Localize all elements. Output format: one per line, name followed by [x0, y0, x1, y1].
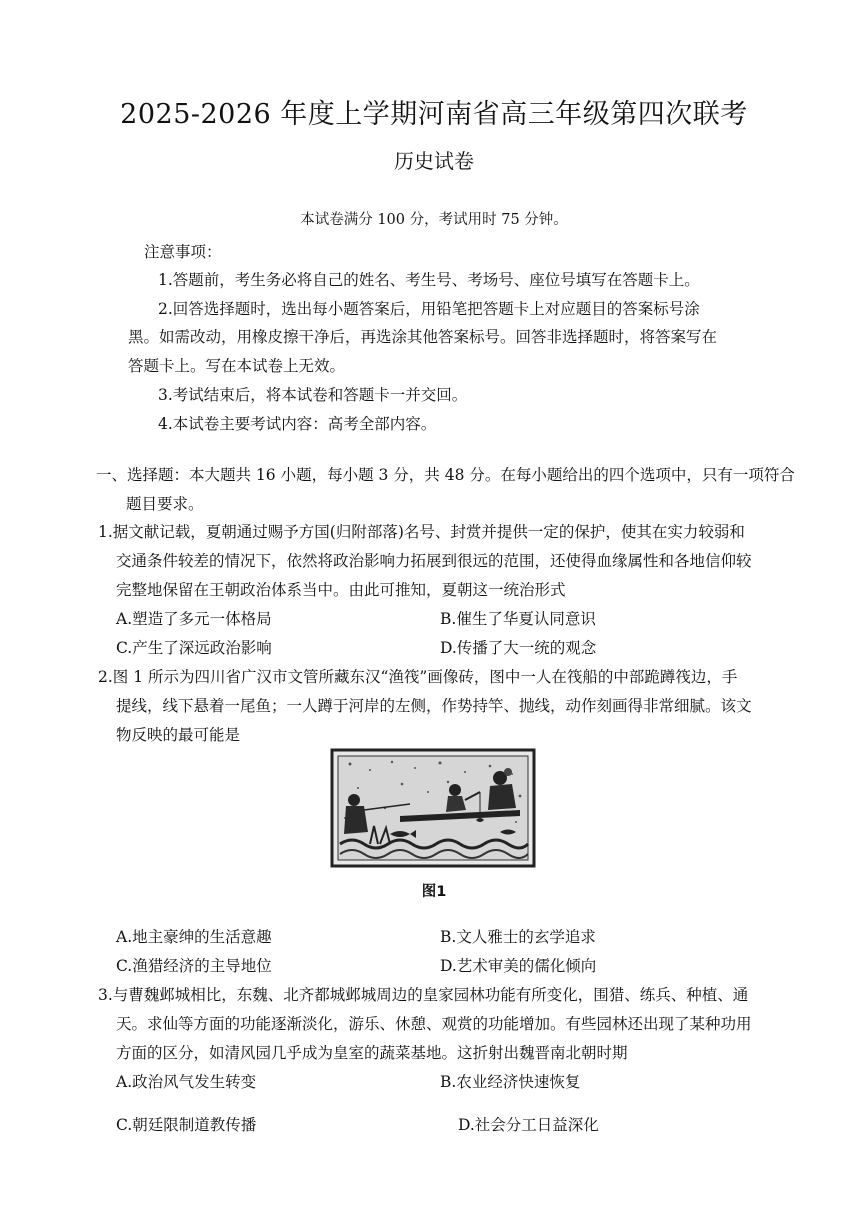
- section-heading: 一、选择题：本大题共 16 小题，每小题 3 分，共 48 分。在每小题给出的四个选项中，只有一项符合: [96, 466, 795, 484]
- question-3-option-a[interactable]: A.政治风气发生转变: [116, 1073, 257, 1091]
- section-heading-cont: 题目要求。: [126, 495, 204, 513]
- question-2-option-d[interactable]: D.艺术审美的儒化倾向: [440, 957, 597, 975]
- question-1-line: 1.据文献记载，夏朝通过赐予方国(归附部落)名号、封赏并提供一定的保护，使其在实力较弱和: [98, 523, 745, 541]
- question-3-line: 3.与曹魏邺城相比，东魏、北齐都城邺城周边的皇家园林功能有所变化，围猎、练兵、种植、通: [98, 986, 749, 1004]
- question-3-line: 方面的区分，如清风园几乎成为皇室的蔬菜基地。这折射出魏晋南北朝时期: [116, 1044, 628, 1062]
- question-2-line: 2.图 1 所示为四川省广汉市文管所藏东汉“渔筏”画像砖，图中一人在筏船的中部跪蹲筏边，手: [98, 668, 738, 686]
- question-1-option-a[interactable]: A.塑造了多元一体格局: [116, 610, 272, 628]
- question-1-line: 完整地保留在王朝政治体系当中。由此可推知，夏朝这一统治形式: [116, 581, 566, 599]
- exam-subtitle: 历史试卷: [394, 149, 474, 173]
- question-2-line: 提线，线下悬着一尾鱼；一人蹲于河岸的左侧，作势持竿、抛线，动作刻画得非常细腻。该文: [116, 697, 752, 715]
- exam-title: 2025-2026 年度上学期河南省高三年级第四次联考: [120, 99, 748, 130]
- notice-line: 3.考试结束后，将本试卷和答题卡一并交回。: [158, 386, 468, 404]
- exam-info: 本试卷满分 100 分，考试用时 75 分钟。: [300, 212, 568, 228]
- notice-line: 2.回答选择题时，选出每小题答案后，用铅笔把答题卡上对应题目的答案标号涂: [158, 300, 700, 318]
- question-1-option-d[interactable]: D.传播了大一统的观念: [440, 639, 597, 657]
- question-3-option-b[interactable]: B.农业经济快速恢复: [440, 1073, 581, 1091]
- question-2-option-b[interactable]: B.文人雅士的玄学追求: [440, 928, 596, 946]
- question-3-option-c[interactable]: C.朝廷限制道教传播: [116, 1116, 257, 1134]
- question-1-option-c[interactable]: C.产生了深远政治影响: [116, 639, 272, 657]
- question-1-option-b[interactable]: B.催生了华夏认同意识: [440, 610, 596, 628]
- notice-line: 答题卡上。写在本试卷上无效。: [128, 357, 346, 375]
- question-1-line: 交通条件较差的情况下，依然将政治影响力拓展到很远的范围，还使得血缘属性和各地信仰较: [116, 552, 752, 570]
- question-2-option-c[interactable]: C.渔猎经济的主导地位: [116, 957, 272, 975]
- question-2-line: 物反映的最可能是: [116, 726, 241, 744]
- question-2-option-a[interactable]: A.地主豪绅的生活意趣: [116, 928, 272, 946]
- notice-line: 4.本试卷主要考试内容：高考全部内容。: [158, 415, 437, 433]
- notice-heading: 注意事项：: [144, 243, 222, 261]
- notice-line: 黑。如需改动，用橡皮擦干净后，再选涂其他答案标号。回答非选择题时，将答案写在: [128, 328, 718, 346]
- question-3-line: 天。求仙等方面的功能逐渐淡化，游乐、休憩、观赏的功能增加。有些园林还出现了某种功用: [116, 1015, 752, 1033]
- notice-line: 1.答题前，考生务必将自己的姓名、考生号、考场号、座位号填写在答题卡上。: [158, 271, 700, 289]
- figure-1-caption: 图1: [421, 884, 447, 900]
- question-3-option-d[interactable]: D.社会分工日益深化: [458, 1116, 599, 1134]
- fishing-raft-brick-image: [330, 748, 536, 868]
